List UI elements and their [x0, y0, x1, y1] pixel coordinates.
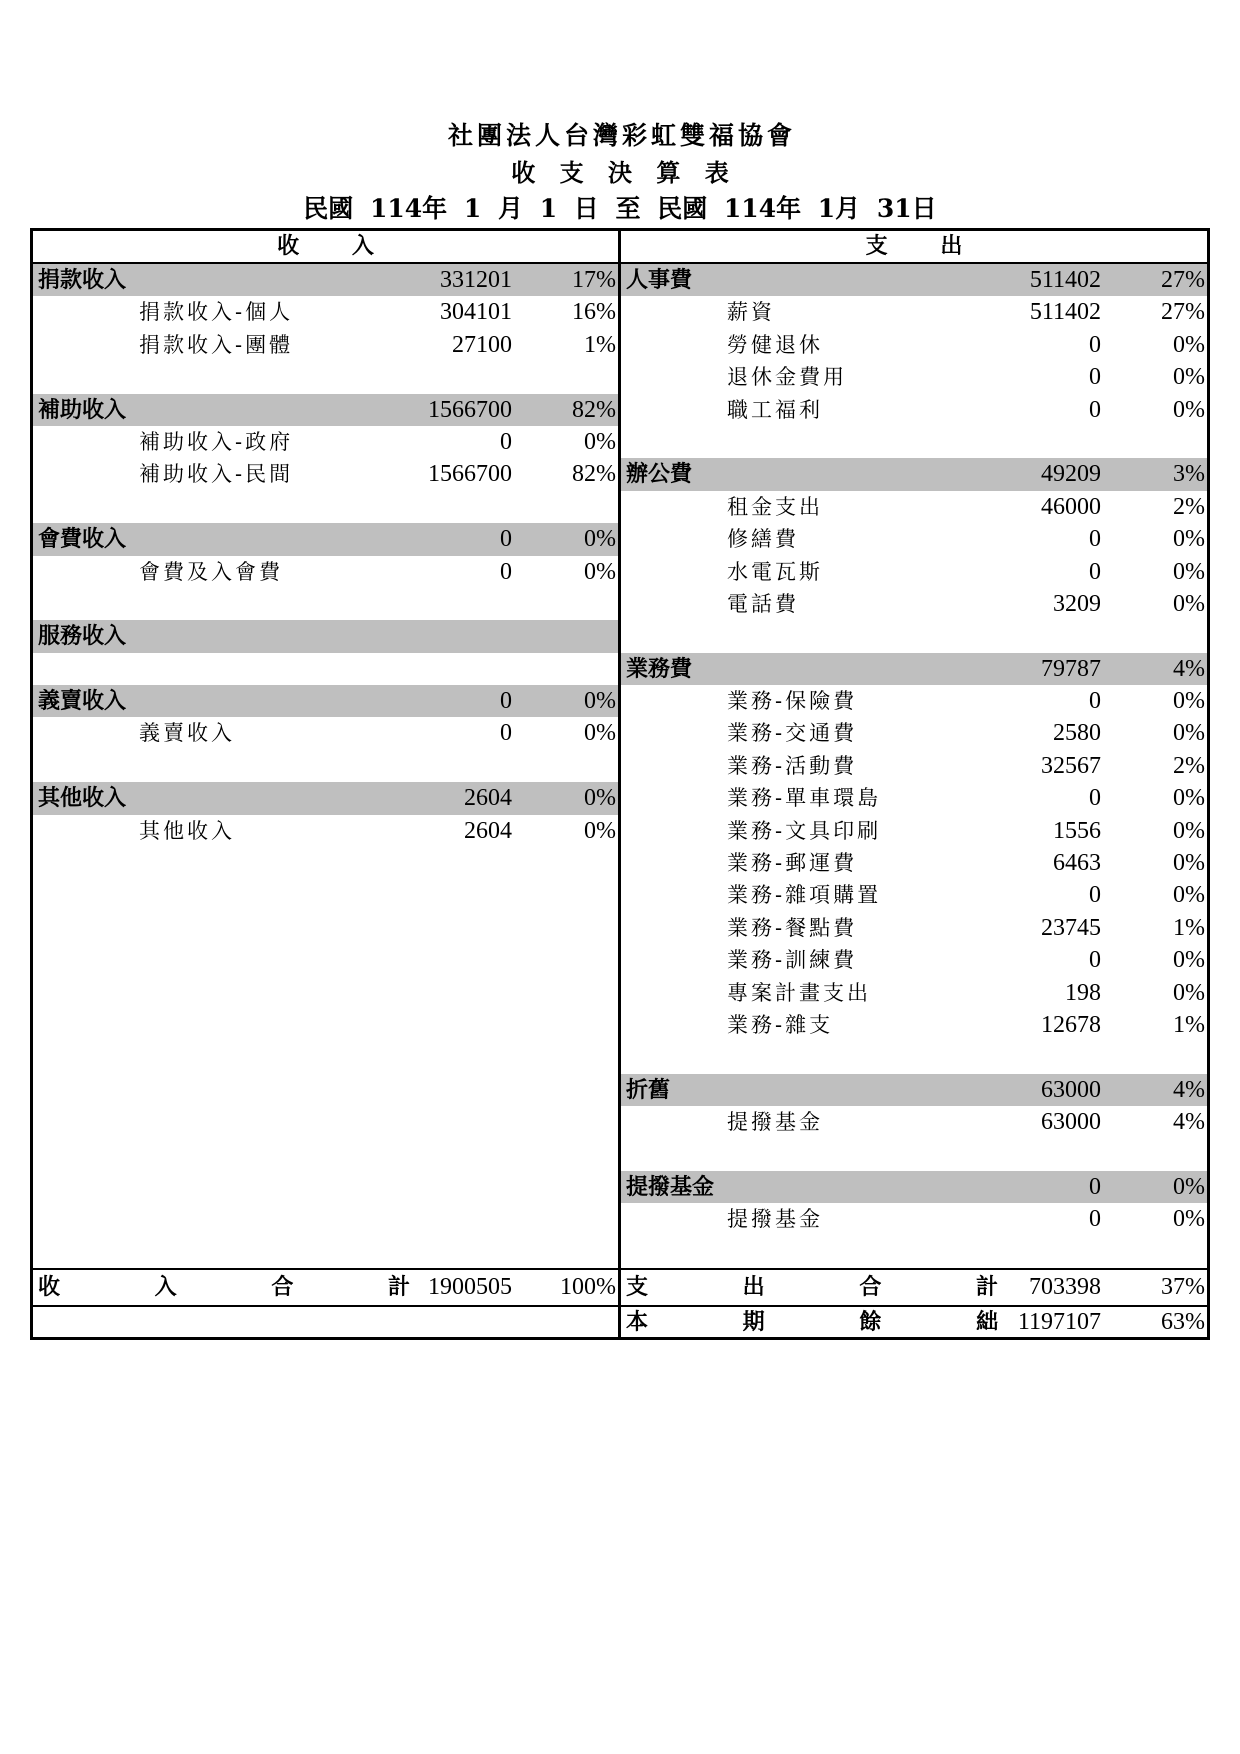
- expense-blank-row: [621, 1139, 1207, 1171]
- income-item-row: [33, 815, 618, 847]
- expense-category-amount: 79787: [1041, 655, 1101, 682]
- income-category-percent: 0%: [584, 785, 616, 812]
- expense-category-percent: 27%: [1161, 267, 1205, 293]
- income-blank-row: [33, 491, 618, 523]
- expense-item-amount: 0: [1089, 396, 1101, 423]
- income-blank-row: [33, 653, 618, 685]
- expense-category-row: [621, 1171, 1207, 1203]
- expense-item-percent: 27%: [1161, 299, 1205, 326]
- expense-item-percent: 0%: [1173, 947, 1205, 974]
- expense-total-label-char: 合: [859, 1274, 882, 1300]
- expense-item-label: 業務-保險費: [727, 689, 858, 714]
- income-category-row: [33, 264, 618, 296]
- expense-item-row: [621, 717, 1207, 749]
- income-item-row: [33, 556, 618, 588]
- income-item-label: 補助收入-民間: [139, 462, 294, 487]
- expense-item-label: 業務-雜支: [727, 1012, 834, 1037]
- expense-item-amount: 23745: [1041, 914, 1101, 941]
- income-category-row: [33, 782, 618, 814]
- income-item-percent: 16%: [572, 299, 616, 326]
- expense-category-row: [621, 264, 1207, 296]
- expense-item-amount: 0: [1089, 364, 1101, 391]
- expense-category-label: 人事費: [626, 267, 693, 293]
- expense-item-label: 業務-餐點費: [727, 915, 858, 940]
- expense-category-percent: 3%: [1173, 461, 1205, 488]
- income-item-row: [33, 717, 618, 749]
- income-category-percent: 17%: [572, 267, 616, 293]
- income-item-amount: 304101: [440, 299, 512, 326]
- income-total-label-char: 合: [271, 1274, 294, 1300]
- income-column: [33, 231, 618, 1337]
- income-rows: [33, 264, 618, 1268]
- surplus-label-char: 本: [626, 1309, 649, 1335]
- surplus-label-char: 期: [742, 1309, 765, 1335]
- expense-item-label: 業務-活動費: [727, 753, 858, 778]
- expense-category-amount: 511402: [1029, 267, 1101, 293]
- expense-blank-row: [621, 620, 1207, 652]
- income-header: 收 入: [33, 231, 618, 264]
- expense-item-label: 退休金費用: [727, 365, 847, 390]
- income-item-amount: 0: [500, 558, 512, 585]
- income-total-label-char: 收: [38, 1274, 61, 1300]
- expense-item-row: [621, 556, 1207, 588]
- expense-item-amount: 1556: [1053, 817, 1101, 844]
- expense-item-row: [621, 912, 1207, 944]
- expense-item-percent: 0%: [1173, 850, 1205, 877]
- expense-item-label: 職工福利: [727, 397, 823, 422]
- expense-item-label: 租金支出: [727, 494, 823, 519]
- expense-category-row: [621, 653, 1207, 685]
- expense-total-label: [626, 1270, 998, 1305]
- expense-blank-row: [621, 426, 1207, 458]
- income-item-percent: 82%: [572, 461, 616, 488]
- expense-item-amount: 12678: [1041, 1011, 1101, 1038]
- expense-item-label: 提撥基金: [727, 1207, 823, 1232]
- organization-title: 社團法人台灣彩虹雙福協會: [447, 121, 796, 150]
- expense-total-row: [621, 1268, 1207, 1307]
- report-period: 民國 114年 1 月 1 日 至 民國 114年 1月 31日: [303, 194, 937, 223]
- expense-item-amount: 198: [1065, 979, 1101, 1006]
- income-item-row: [33, 296, 618, 328]
- income-category-row: [33, 620, 618, 652]
- income-item-percent: 0%: [584, 558, 616, 585]
- expense-blank-row: [621, 1041, 1207, 1073]
- expense-item-row: [621, 296, 1207, 328]
- expense-item-label: 勞健退休: [727, 332, 823, 357]
- expense-item-amount: 0: [1089, 331, 1101, 358]
- income-item-row: [33, 458, 618, 490]
- expense-item-label: 薪資: [727, 300, 775, 325]
- income-item-amount: 2604: [464, 817, 512, 844]
- income-total-label-char: 計: [387, 1274, 410, 1300]
- surplus-amount: 1197107: [1017, 1309, 1101, 1335]
- income-item-row: [33, 329, 618, 361]
- income-item-label: 捐款收入-團體: [139, 332, 294, 357]
- income-item-label: 其他收入: [139, 818, 235, 843]
- expense-item-row: [621, 588, 1207, 620]
- expense-category-amount: 0: [1089, 1173, 1101, 1200]
- expense-item-amount: 0: [1089, 947, 1101, 974]
- income-blank-row: [33, 750, 618, 782]
- expense-column: [621, 231, 1207, 1337]
- expense-item-amount: 0: [1089, 558, 1101, 585]
- expense-total-label-char: 出: [742, 1274, 765, 1300]
- income-category-row: [33, 394, 618, 426]
- income-empty-last-row: [33, 1307, 618, 1337]
- expense-item-row: [621, 1203, 1207, 1235]
- income-category-label: 補助收入: [38, 396, 127, 423]
- expense-item-label: 電話費: [727, 591, 799, 616]
- income-item-amount: 1566700: [428, 461, 512, 488]
- expense-item-row: [621, 361, 1207, 393]
- expense-item-label: 提撥基金: [727, 1110, 823, 1135]
- expense-total-amount: 703398: [1029, 1274, 1101, 1300]
- expense-item-label: 業務-交通費: [727, 721, 858, 746]
- expense-item-row: [621, 523, 1207, 555]
- expense-item-amount: 46000: [1041, 493, 1101, 520]
- surplus-label: [626, 1307, 998, 1337]
- expense-rows: [621, 264, 1207, 1268]
- expense-item-row: [621, 1009, 1207, 1041]
- expense-category-label: 業務費: [626, 655, 693, 682]
- expense-item-label: 修繕費: [727, 527, 799, 552]
- income-category-row: [33, 685, 618, 717]
- expense-item-label: 水電瓦斯: [727, 559, 823, 584]
- expense-item-row: [621, 1106, 1207, 1138]
- expense-item-amount: 0: [1089, 882, 1101, 909]
- income-category-label: 其他收入: [38, 785, 127, 812]
- expense-item-percent: 0%: [1173, 720, 1205, 747]
- income-item-percent: 0%: [584, 720, 616, 747]
- expense-category-percent: 0%: [1173, 1173, 1205, 1200]
- expense-item-amount: 2580: [1053, 720, 1101, 747]
- expense-category-percent: 4%: [1173, 1076, 1205, 1103]
- surplus-row: [621, 1307, 1207, 1337]
- income-total-label: [38, 1270, 410, 1305]
- report-title: 收 支 決 算 表: [511, 158, 729, 187]
- expense-total-label-char: 計: [975, 1274, 998, 1300]
- expense-item-percent: 0%: [1173, 817, 1205, 844]
- income-item-percent: 0%: [584, 817, 616, 844]
- expense-item-amount: 32567: [1041, 752, 1101, 779]
- expense-item-row: [621, 394, 1207, 426]
- income-category-label: 服務收入: [38, 623, 127, 650]
- expense-item-percent: 0%: [1173, 1206, 1205, 1233]
- expense-item-amount: 0: [1089, 526, 1101, 553]
- income-item-label: 捐款收入-個人: [139, 300, 294, 325]
- income-item-label: 會費及入會費: [139, 559, 283, 584]
- income-item-label: 義賣收入: [139, 721, 235, 746]
- income-blank-row: [33, 361, 618, 393]
- income-category-amount: 1566700: [428, 396, 512, 423]
- expense-category-row: [621, 458, 1207, 490]
- income-item-amount: 27100: [452, 331, 512, 358]
- income-category-amount: 0: [500, 688, 512, 715]
- expense-item-percent: 0%: [1173, 331, 1205, 358]
- expense-item-percent: 0%: [1173, 979, 1205, 1006]
- expense-category-label: 辦公費: [626, 461, 693, 488]
- income-item-amount: 0: [500, 428, 512, 455]
- expense-item-row: [621, 977, 1207, 1009]
- income-category-percent: 0%: [584, 688, 616, 715]
- income-total-row: [33, 1268, 618, 1307]
- expense-category-row: [621, 1074, 1207, 1106]
- expense-item-percent: 2%: [1173, 752, 1205, 779]
- income-category-percent: 82%: [572, 396, 616, 423]
- expense-item-percent: 0%: [1173, 688, 1205, 715]
- surplus-percent: 63%: [1161, 1309, 1205, 1335]
- income-category-amount: 331201: [440, 267, 512, 293]
- expense-item-row: [621, 491, 1207, 523]
- expense-item-amount: 511402: [1029, 299, 1101, 326]
- expense-item-percent: 0%: [1173, 882, 1205, 909]
- expense-item-row: [621, 685, 1207, 717]
- expense-item-label: 業務-訓練費: [727, 948, 858, 973]
- expense-item-amount: 0: [1089, 688, 1101, 715]
- expense-item-row: [621, 879, 1207, 911]
- expense-item-percent: 0%: [1173, 364, 1205, 391]
- expense-item-row: [621, 847, 1207, 879]
- surplus-label-char: 餘: [859, 1309, 882, 1335]
- income-category-amount: 2604: [464, 785, 512, 812]
- expense-item-percent: 0%: [1173, 526, 1205, 553]
- expense-item-amount: 0: [1089, 785, 1101, 812]
- expense-item-percent: 2%: [1173, 493, 1205, 520]
- income-total-percent: 100%: [560, 1274, 616, 1300]
- expense-item-row: [621, 750, 1207, 782]
- expense-item-amount: 3209: [1053, 590, 1101, 617]
- expense-category-amount: 49209: [1041, 461, 1101, 488]
- expense-item-percent: 1%: [1173, 914, 1205, 941]
- income-category-amount: 0: [500, 526, 512, 553]
- income-expense-table: [30, 228, 1210, 1340]
- income-item-row: [33, 426, 618, 458]
- expense-item-percent: 0%: [1173, 785, 1205, 812]
- expense-item-percent: 4%: [1173, 1109, 1205, 1136]
- expense-item-percent: 0%: [1173, 558, 1205, 585]
- expense-item-label: 業務-郵運費: [727, 851, 858, 876]
- income-category-label: 捐款收入: [38, 267, 127, 293]
- income-blank-row: [33, 588, 618, 620]
- surplus-label-char: 絀: [975, 1309, 998, 1335]
- expense-total-label-char: 支: [626, 1274, 649, 1300]
- expense-item-row: [621, 815, 1207, 847]
- expense-item-amount: 6463: [1053, 850, 1101, 877]
- expense-item-label: 業務-單車環島: [727, 786, 882, 811]
- expense-item-row: [621, 782, 1207, 814]
- income-category-label: 會費收入: [38, 526, 127, 553]
- income-item-label: 補助收入-政府: [139, 429, 294, 454]
- expense-item-label: 專案計畫支出: [727, 980, 871, 1005]
- income-total-label-char: 入: [154, 1274, 177, 1300]
- expense-item-percent: 1%: [1173, 1011, 1205, 1038]
- expense-category-label: 提撥基金: [626, 1173, 715, 1200]
- expense-item-percent: 0%: [1173, 396, 1205, 423]
- income-category-label: 義賣收入: [38, 688, 127, 715]
- income-category-percent: 0%: [584, 526, 616, 553]
- income-item-percent: 1%: [584, 331, 616, 358]
- expense-category-amount: 63000: [1041, 1076, 1101, 1103]
- expense-total-percent: 37%: [1161, 1274, 1205, 1300]
- expense-header: 支 出: [621, 231, 1207, 264]
- expense-item-percent: 0%: [1173, 590, 1205, 617]
- expense-item-amount: 63000: [1041, 1109, 1101, 1136]
- income-item-percent: 0%: [584, 428, 616, 455]
- income-total-amount: 1900505: [428, 1274, 512, 1300]
- expense-item-row: [621, 329, 1207, 361]
- expense-item-row: [621, 944, 1207, 976]
- expense-item-amount: 0: [1089, 1206, 1101, 1233]
- income-category-row: [33, 523, 618, 555]
- expense-category-label: 折舊: [626, 1076, 671, 1103]
- expense-item-label: 業務-文具印刷: [727, 818, 882, 843]
- income-item-amount: 0: [500, 720, 512, 747]
- expense-category-percent: 4%: [1173, 655, 1205, 682]
- expense-item-label: 業務-雜項購置: [727, 883, 882, 908]
